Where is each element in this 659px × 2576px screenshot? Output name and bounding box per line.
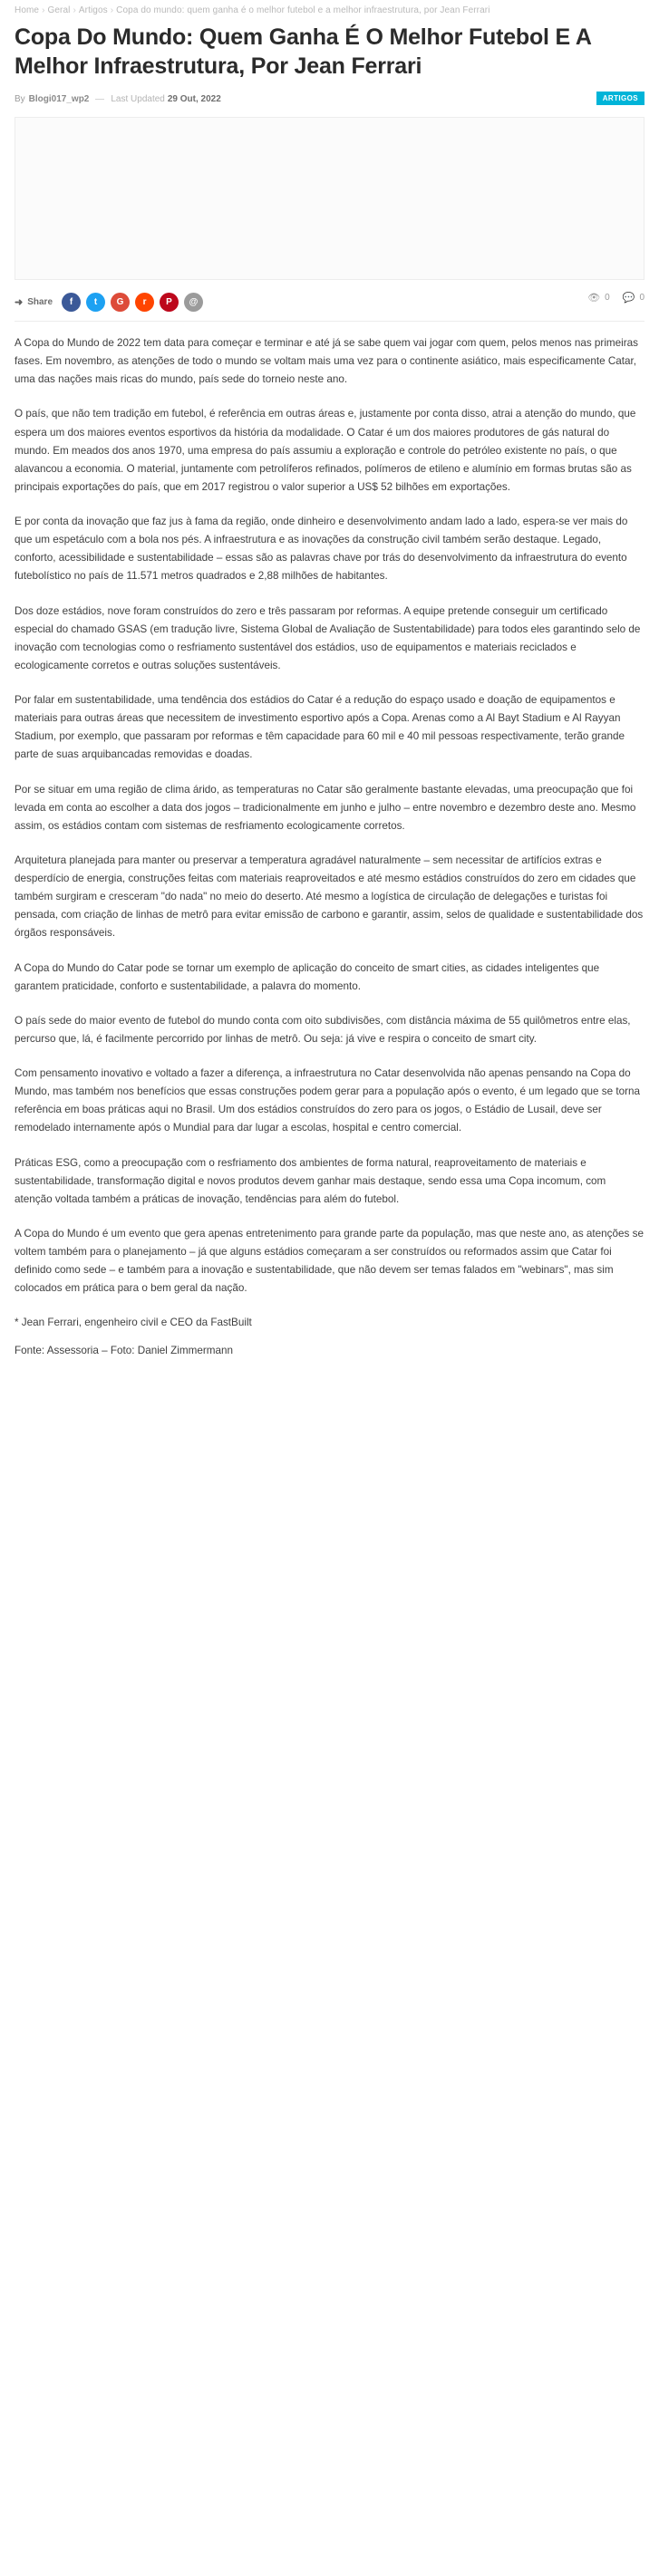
paragraph: Dos doze estádios, nove foram construídos do zero e três passaram por reformas. A equipe pretende conseguir um certificado especial do chamado GSAS (em tradução livre, Sistema Global de Avaliação de Sustentabilidade) para todos eles garantindo selo de inovação com tecnologias como o resfriamento sustentável dos estádios, uso de equipamentos e materiais reciclados e ecologicamente corretos e outras soluções sustentáveis. [15,604,641,671]
breadcrumb-separator: › [42,5,45,15]
email-icon[interactable] [184,293,203,312]
twitter-icon[interactable] [86,293,105,312]
paragraph: Arquitetura planejada para manter ou preservar a temperatura agradável naturalmente – sem necessitar de artifícios extras e desperdício de energia, construções feitas com materiais reaproveitados e até mesmo estádios construídos do zero em cidades que também surgiram e cresceram "do nada" no meio do deserto. Até mesmo a logística de circulação de delegações e turistas foi pensada, com criação de linhas de metrô para evitar emissão de carbono e garantir, assim, selos de qualidade e sustentabilidade dos órgãos responsáveis. [15,854,644,940]
breadcrumb [15,0,644,17]
reddit-glyph: r [142,296,147,307]
paragraph: A Copa do Mundo do Catar pode se tornar um exemplo de aplicação do conceito de smart cities, as cidades inteligentes que garantem praticidade, conforto e sustentabilidade, a palavra do momento. [15,961,600,992]
paragraph: Por se situar em uma região de clima árido, as temperaturas no Catar são geralmente bastante elevadas, uma preocupação que foi levada em conta ao escolher a data dos jogos – tradicionalmente em junho e julho – entre novembro e dezembro deste ano. Mesmo assim, os estádios contam com sistemas de resfriamento ecologicamente corretos. [15,783,636,832]
share-label-group [15,296,53,308]
view-count-group [587,292,610,304]
view-count: 0 [605,293,610,303]
share-label: Share [27,297,53,307]
comment-count: 0 [639,293,644,303]
article-body [15,334,644,1360]
source-note: Fonte: Assessoria – Foto: Daniel Zimmermann [15,1344,233,1356]
twitter-glyph: t [93,296,98,307]
google-plus-glyph: G [116,296,124,307]
facebook-icon[interactable] [62,293,81,312]
paragraph: Práticas ESG, como a preocupação com o resfriamento dos ambientes de forma natural, reaproveitamento de materiais e sustentabilidade, transformação digital e novos produtos devem ganhar mais destaque, sendo essa uma Copa incomum, com atenção voltada também a práticas de inovação, tendências para além do futebol. [15,1156,606,1205]
engagement-counts [575,292,644,304]
share-icon: ➜ [15,297,24,308]
featured-image [15,117,644,280]
google-plus-icon[interactable] [111,293,130,312]
reddit-icon[interactable] [135,293,154,312]
breadcrumb-separator: › [73,5,76,15]
last-updated-date: 29 Out, 2022 [167,93,221,104]
breadcrumb-item-artigos[interactable]: Artigos [78,5,108,15]
pinterest-icon[interactable] [160,293,179,312]
breadcrumb-item-geral[interactable]: Geral [47,5,71,15]
eye-icon: 👁 [587,293,601,304]
by-label: By [15,93,25,104]
breadcrumb-item-current: Copa do mundo: quem ganha é o melhor futebol e a melhor infraestrutura, por Jean Ferrari [116,5,490,15]
comment-count-group[interactable] [623,292,644,304]
paragraph: A Copa do Mundo é um evento que gera apenas entretenimento para grande parte da população, mas que neste ano, as atenções se voltem também para o planejamento – já que alguns estádios começaram a ser construídos ou reformados assim que Catar foi definido como sede – e também para a inovação e sustentabilidade, que não devem ser temas falados em "webinars", mas sim colocados em prática para o bem geral da nação. [15,1227,644,1295]
facebook-glyph: f [69,296,73,307]
category-badge[interactable]: ARTIGOS [596,92,644,105]
author-link[interactable]: Blogi017_wp2 [28,93,90,104]
paragraph: A Copa do Mundo de 2022 tem data para começar e terminar e até já se sabe quem vai jogar com quem, pelos menos nas primeiras fases. Em novembro, as atenções de todo o mundo se voltam mais uma vez para o continente asiático, mais especificamente Catar, uma das nações mais ricas do mundo, país sede do torneio neste ano. [15,337,638,386]
paragraph: O país, que não tem tradição em futebol, é referência em outras áreas e, justamente por conta disso, atrai a atenção do mundo, que espera um dos maiores eventos esportivos da história da modalidade. O Catar é um dos maiores produtores de gás natural do mundo. Em meados dos anos 1970, uma empresa do país assumiu a exploração e controle do petróleo existente no país, o que alavancou a economia. O material, juntamente com petrolíferos refinados, polímeros de etileno e alumínio em formas brutas são as principais exportações do país, que em 2017 registrou o valor superior a US$ 52 bilhões em exportações. [15,408,636,493]
author-note: * Jean Ferrari, engenheiro civil e CEO da FastBuilt [15,1317,252,1329]
paragraph: Com pensamento inovativo e voltado a fazer a diferença, a infraestrutura no Catar desenvolvida não apenas pensando na Copa do Mundo, mas também nos benefícios que essas construções podem gerar para a população após o evento, é um legado que se torna referência em boas práticas aqui no Brasil. Um dos estádios construídos do zero para os jogos, o Estádio de Lusail, deve ser remodelado internamente após o Mundial para dar lugar a escolas, hospital e centro comercial. [15,1067,640,1134]
email-glyph: @ [189,296,199,307]
page-title: Copa Do Mundo: Quem Ganha É O Melhor Futebol E A Melhor Infraestrutura, Por Jean Ferrari [15,24,591,79]
pinterest-glyph: P [166,296,172,307]
share-bar [15,289,644,322]
paragraph: Por falar em sustentabilidade, uma tendência dos estádios do Catar é a redução do espaço usado e doação de equipamentos e materiais para outras áreas que necessitem de investimento esportivo após a Copa. Arenas como a Al Bayt Stadium e Al Rayyan Stadium, por exemplo, que passaram por reformas e têm capacidade para 60 mil e 40 mil pessoas respectivamente, terão grande parte de suas arquibancadas removidas e doadas. [15,694,625,761]
paragraph: O país sede do maior evento de futebol do mundo conta com oito subdivisões, com distância máxima de 55 quilômetros entre elas, percurso que, lá, é facilmente percorrido por linhas de metrô. Ou seja: já vive e respira o conceito de smart city. [15,1014,631,1045]
comment-icon: 💬 [622,293,635,304]
breadcrumb-item-home[interactable]: Home [15,5,40,15]
paragraph: E por conta da inovação que faz jus à fama da região, onde dinheiro e desenvolvimento andam lado a lado, espera-se ver mais do que um espetáculo com a bola nos pés. A infraestrutura e as inovações da construção civil também serão destaque. Legado, conforto, acessibilidade e sustentabilidade – essas são as palavras chave por trás do desenvolvimento da infraestrutura do evento futebolístico no país de 11.571 metros quadrados e 2,88 milhões de habitantes. [15,516,628,583]
last-updated-label: Last Updated [111,93,165,104]
post-meta [15,92,644,106]
meta-divider [95,99,104,100]
breadcrumb-separator: › [110,5,114,15]
